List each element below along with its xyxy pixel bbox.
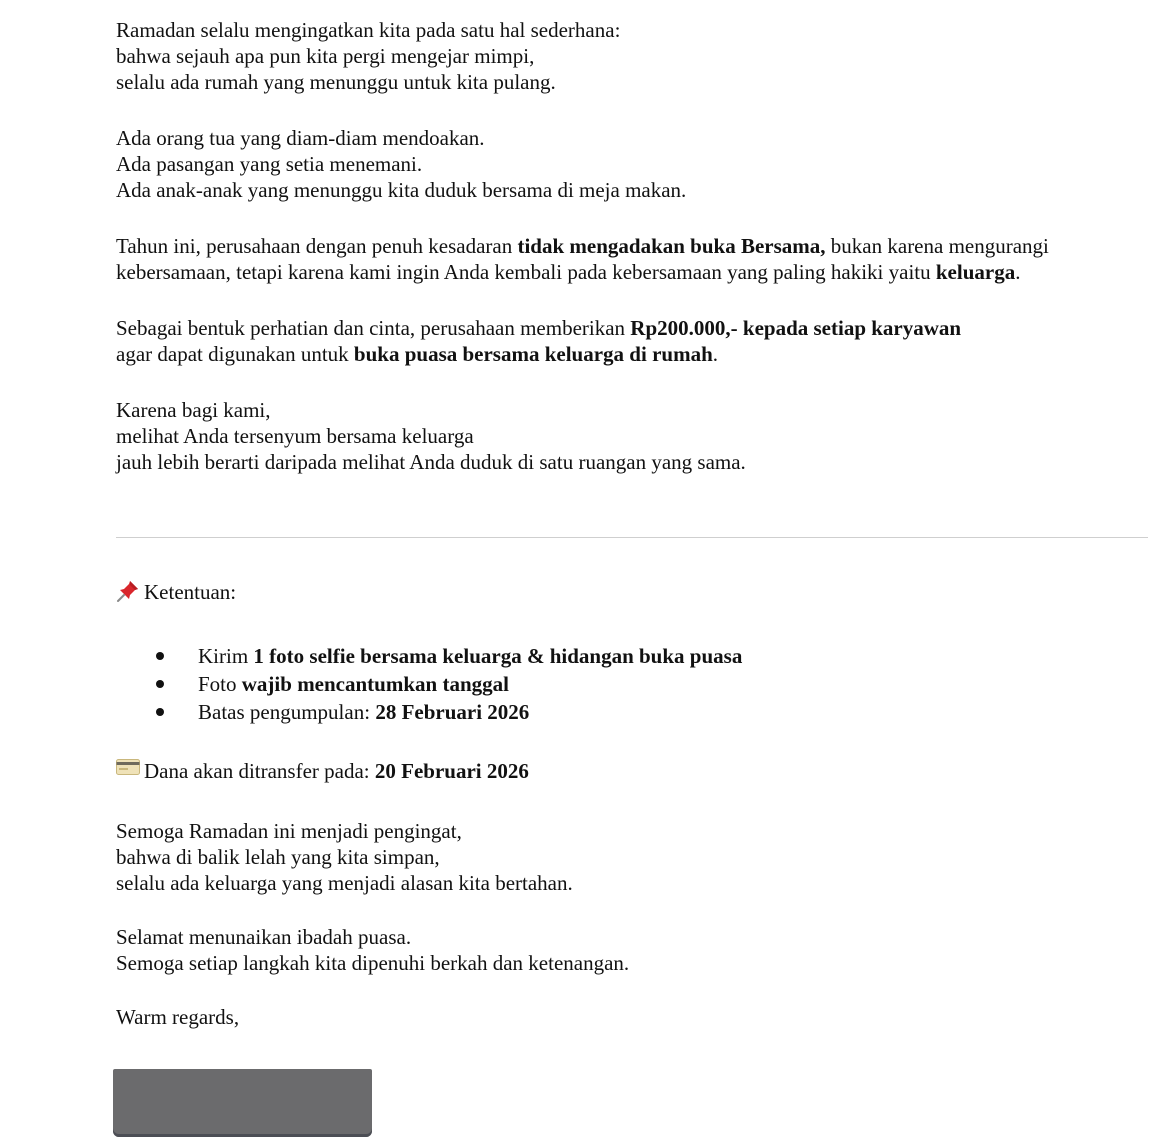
announcement-highlight: tidak mengadakan buka Bersama, xyxy=(517,234,826,258)
reminder-line: Semoga Ramadan ini menjadi pengingat, xyxy=(116,819,462,843)
family-line: Ada orang tua yang diam-diam mendoakan. xyxy=(116,126,485,150)
intro-line: selalu ada rumah yang menunggu untuk kita pulang. xyxy=(116,70,556,94)
reason-line: Karena bagi kami, xyxy=(116,398,271,422)
family-line: Ada anak-anak yang menunggu kita duduk bersama di meja makan. xyxy=(116,178,687,202)
announcement-text: Tahun ini, perusahaan dengan penuh kesadaran xyxy=(116,234,518,258)
reason-line: jauh lebih berarti daripada melihat Anda duduk di satu ruangan yang sama. xyxy=(116,450,746,474)
section-divider xyxy=(116,537,1148,538)
list-item xyxy=(116,671,742,699)
closing-section xyxy=(116,818,1156,1030)
list-item xyxy=(116,699,742,727)
credit-card-icon xyxy=(116,759,140,775)
transfer-info xyxy=(116,758,529,784)
terms-heading-label: Ketentuan: xyxy=(144,580,237,604)
benefit-line xyxy=(116,341,1156,367)
benefit-amount: Rp200.000,- kepada setiap karyawan xyxy=(630,316,962,340)
pushpin-icon xyxy=(116,579,140,603)
announcement-line xyxy=(116,233,1156,259)
announcement-text: bukan karena mengurangi xyxy=(825,234,1049,258)
wishes-line: Selamat menunaikan ibadah puasa. xyxy=(116,925,412,949)
wishes-paragraph xyxy=(116,924,1156,976)
list-item xyxy=(116,643,742,671)
term-emphasis: 28 Februari 2026 xyxy=(375,700,530,724)
redacted-signature-block xyxy=(113,1069,372,1137)
reason-paragraph xyxy=(116,397,1156,475)
signoff xyxy=(116,1004,1156,1030)
terms-list xyxy=(116,643,742,727)
bullet xyxy=(156,680,164,688)
reminder-line: bahwa di balik lelah yang kita simpan, xyxy=(116,845,440,869)
wishes-line: Semoga setiap langkah kita dipenuhi berkah dan ketenangan. xyxy=(116,951,630,975)
letter-body xyxy=(116,17,1156,475)
announcement-highlight: keluarga xyxy=(935,260,1016,284)
term-text: Foto xyxy=(198,672,242,696)
announcement-text: kebersamaan, tetapi karena kami ingin Anda kembali pada kebersamaan yang paling hakiki yaitu xyxy=(116,260,936,284)
benefit-paragraph xyxy=(116,315,1156,367)
announcement-text: . xyxy=(1015,260,1021,284)
announcement-line xyxy=(116,259,1156,285)
intro-line: Ramadan selalu mengingatkan kita pada satu hal sederhana: xyxy=(116,18,621,42)
term-text: Batas pengumpulan: xyxy=(198,700,376,724)
bullet xyxy=(156,708,164,716)
benefit-line xyxy=(116,315,1156,341)
reminder-line: selalu ada keluarga yang menjadi alasan kita bertahan. xyxy=(116,871,573,895)
transfer-date: 20 Februari 2026 xyxy=(374,759,529,783)
signoff-text: Warm regards, xyxy=(116,1005,240,1029)
term-text: Kirim xyxy=(198,644,254,668)
benefit-text: . xyxy=(712,342,718,366)
terms-heading xyxy=(116,579,236,605)
intro-paragraph xyxy=(116,17,1156,95)
benefit-text: Sebagai bentuk perhatian dan cinta, perusahaan memberikan xyxy=(116,316,631,340)
bullet xyxy=(156,652,164,660)
intro-line: bahwa sejauh apa pun kita pergi mengejar mimpi, xyxy=(116,44,535,68)
term-emphasis: 1 foto selfie bersama keluarga & hidangan buka puasa xyxy=(253,644,743,668)
transfer-label: Dana akan ditransfer pada: xyxy=(144,759,375,783)
announcement-paragraph xyxy=(116,233,1156,285)
benefit-purpose: buka puasa bersama keluarga di rumah xyxy=(353,342,713,366)
reminder-paragraph xyxy=(116,818,1156,896)
benefit-text: agar dapat digunakan untuk xyxy=(116,342,354,366)
reason-line: melihat Anda tersenyum bersama keluarga xyxy=(116,424,474,448)
term-emphasis: wajib mencantumkan tanggal xyxy=(241,672,509,696)
family-paragraph xyxy=(116,125,1156,203)
family-line: Ada pasangan yang setia menemani. xyxy=(116,152,423,176)
